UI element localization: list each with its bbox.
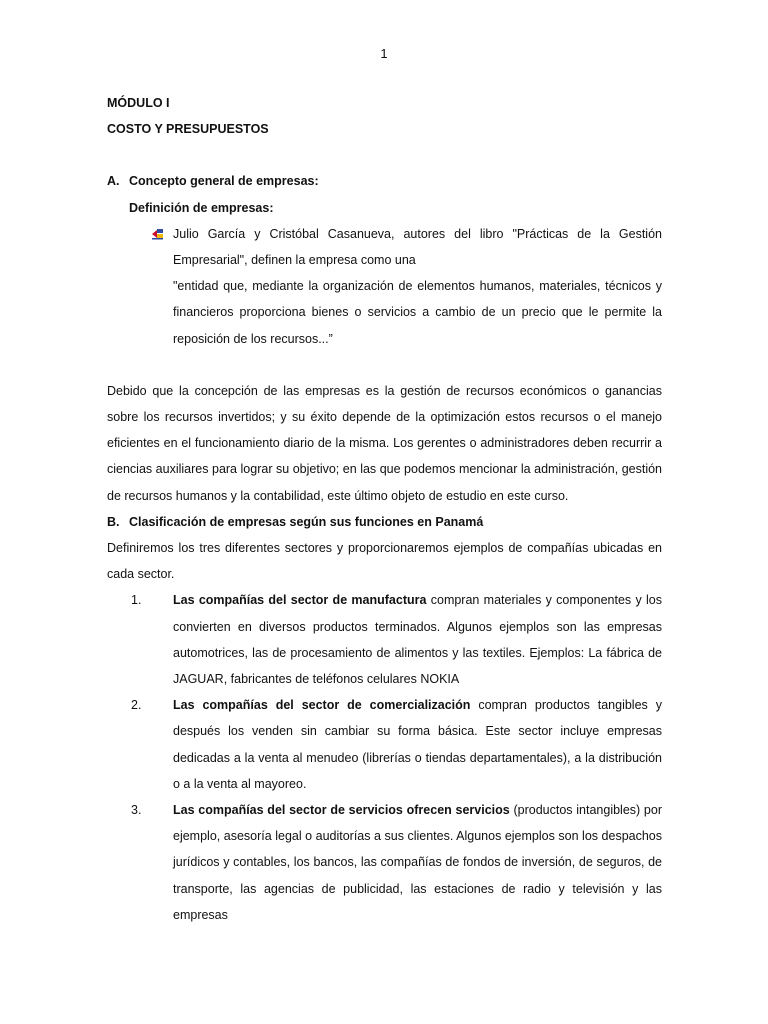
spacer (107, 142, 662, 168)
list-item-bold: Las compañías del sector de manufactura (173, 593, 427, 608)
list-item-text (173, 692, 662, 797)
paragraph-body: Debido que la concepción de las empresas es la gestión de recursos económicos o ganancias sobre los recursos invertidos; y su éxito depende de la optimización estos recursos o el manejo eficientes en el funcionamiento diario de la misma. Los gerentes o administradores deben recurrir a ciencias auxiliares para lograr su objetivo; en las que podemos mencionar la administración, gestión de recursos humanos y la contabilidad, este último objeto de estudio en este curso. (107, 383, 662, 503)
section-a-heading (107, 168, 662, 194)
page-number: 1 (380, 46, 388, 61)
list-item-text (173, 797, 662, 928)
windows-flag-bullet-icon (151, 228, 164, 240)
list-item-number: 1. (131, 593, 142, 608)
list-item (107, 692, 662, 797)
section-b-title: Clasificación de empresas según sus funciones en Panamá (129, 514, 484, 529)
list-item-number: 3. (131, 803, 142, 818)
list-item (107, 587, 662, 692)
module-subtitle: COSTO Y PRESUPUESTOS (107, 122, 269, 137)
section-b-heading (107, 509, 662, 535)
list-item-number: 2. (131, 698, 142, 713)
spacer (107, 352, 662, 378)
list-item-text (173, 587, 662, 692)
section-a-letter: A. (107, 174, 120, 189)
definition-bullet (107, 221, 662, 352)
definition-citation: Julio García y Cristóbal Casanueva, autores del libro "Prácticas de la Gestión Empresarial", definen la empresa como una (173, 226, 662, 268)
document-body (107, 90, 662, 928)
section-b-intro: Definiremos los tres diferentes sectores y proporcionaremos ejemplos de compañías ubicadas en cada sector. (107, 541, 662, 582)
list-item-bold: Las compañías del sector de servicios ofrecen servicios (173, 803, 510, 818)
section-a-title: Concepto general de empresas: (129, 174, 319, 189)
section-b-letter: B. (107, 514, 120, 529)
list-item (107, 797, 662, 928)
list-item-rest: compran productos tangibles y después los venden sin cambiar su forma básica. Este sector incluye empresas dedicadas a la venta al menudeo (librerías o tiendas departamentales), a la distribución o a la venta al mayoreo. (173, 698, 662, 791)
list-item-bold: Las compañías del sector de comercialización (173, 698, 471, 713)
list-item-rest: compran materiales y componentes y los convierten en diversos productos terminados. Algunos ejemplos son las empresas automotrices, las de procesamiento de alimentos y las textiles. Ejemplos: La fábrica de JAGUAR, fabricantes de teléfonos celulares NOKIA (173, 593, 662, 687)
module-title: MÓDULO I (107, 96, 170, 110)
section-a-subtitle: Definición de empresas: (129, 200, 274, 215)
list-item-rest: (productos intangibles) por ejemplo, asesoría legal o auditorías a sus clientes. Algunos ejemplos son los despachos jurídicos y contables, los bancos, las compañías de fondos de inversión, de seguros, de transporte, las agencias de publicidad, las estaciones de radio y televisión y las empresas (173, 803, 662, 922)
definition-quote: "entidad que, mediante la organización de elementos humanos, materiales, técnicos y financieros proporciona bienes o servicios a cambio de un precio que le permite la reposición de los recursos...” (173, 279, 662, 346)
